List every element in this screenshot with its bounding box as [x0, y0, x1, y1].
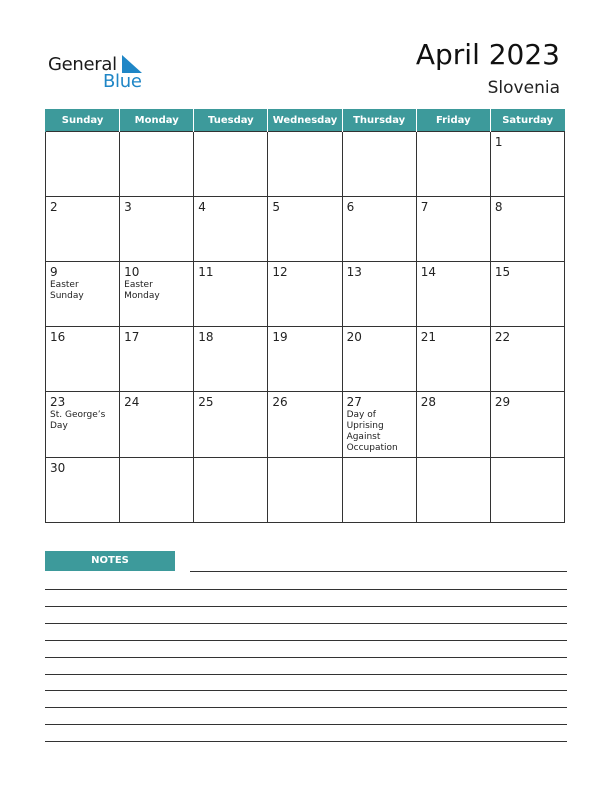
- calendar-grid: [45, 109, 565, 523]
- day-cell: [342, 132, 416, 197]
- day-cell: [194, 132, 268, 197]
- day-cell: [46, 327, 120, 392]
- day-cell: [120, 132, 194, 197]
- day-cell: [342, 327, 416, 392]
- day-number: 7: [420, 200, 429, 214]
- holiday-label: Day of Uprising Against Occupation: [346, 410, 398, 453]
- day-number: 25: [198, 395, 214, 409]
- day-cell: [194, 392, 268, 458]
- day-number: 8: [494, 200, 503, 214]
- day-number: 16: [50, 330, 66, 344]
- country-name: Slovenia: [487, 78, 560, 98]
- note-line: [45, 674, 567, 675]
- day-cell: [194, 327, 268, 392]
- day-cell: [490, 132, 564, 197]
- day-cell: [268, 327, 342, 392]
- day-number: 12: [272, 265, 288, 279]
- day-number: 14: [420, 265, 436, 279]
- day-number: 22: [494, 330, 511, 344]
- notes-label: NOTES: [45, 551, 175, 571]
- day-cell: [342, 262, 416, 327]
- day-number: 18: [198, 330, 214, 344]
- calendar-week-row: [46, 392, 565, 458]
- note-line: [45, 589, 567, 590]
- day-number: 20: [346, 330, 362, 344]
- logo-text-general: General: [48, 54, 117, 75]
- calendar-week-row: [46, 262, 565, 327]
- day-cell: [342, 392, 416, 458]
- weekday-header-row: [46, 109, 565, 132]
- note-line: [45, 690, 567, 691]
- holiday-label: St. George’s Day: [50, 410, 106, 431]
- day-number: 13: [346, 265, 362, 279]
- calendar-week-row: [46, 458, 565, 523]
- note-line: [190, 571, 567, 572]
- month-title: April 2023: [415, 38, 560, 71]
- day-cell: [46, 392, 120, 458]
- calendar-week-row: [46, 327, 565, 392]
- day-number: 26: [272, 395, 288, 409]
- day-cell: [120, 197, 194, 262]
- day-number: 5: [272, 200, 281, 214]
- note-line: [45, 657, 567, 658]
- day-number: 28: [420, 395, 436, 409]
- weekday-friday: Friday: [416, 109, 490, 132]
- day-cell: [120, 392, 194, 458]
- day-cell: [268, 458, 342, 523]
- weekday-wednesday: Wednesday: [268, 109, 342, 132]
- day-number: 17: [124, 330, 140, 344]
- day-cell: [194, 458, 268, 523]
- day-cell: [416, 132, 490, 197]
- day-cell: [416, 327, 490, 392]
- day-cell: [416, 458, 490, 523]
- holiday-label: Easter Sunday: [50, 280, 84, 301]
- day-number: 29: [494, 395, 511, 409]
- day-cell: [46, 132, 120, 197]
- day-cell: [46, 197, 120, 262]
- day-cell: [490, 197, 564, 262]
- day-number: 1: [494, 135, 503, 149]
- day-number: 19: [272, 330, 288, 344]
- day-cell: [268, 392, 342, 458]
- day-cell: [46, 458, 120, 523]
- day-cell: [416, 392, 490, 458]
- note-line: [45, 606, 567, 607]
- note-line: [45, 724, 567, 725]
- day-cell: [490, 392, 564, 458]
- weekday-tuesday: Tuesday: [194, 109, 268, 132]
- day-cell: [416, 262, 490, 327]
- day-number: 6: [346, 200, 355, 214]
- day-number: 23: [50, 395, 66, 409]
- day-number: 9: [50, 265, 58, 279]
- day-cell: [342, 197, 416, 262]
- day-cell: [342, 458, 416, 523]
- day-cell: [194, 262, 268, 327]
- day-cell: [194, 197, 268, 262]
- note-line: [45, 640, 567, 641]
- day-number: 30: [50, 461, 66, 475]
- day-number: 24: [124, 395, 140, 409]
- logo-text-blue: Blue: [103, 71, 142, 92]
- holiday-label: Easter Monday: [124, 280, 160, 301]
- calendar-week-row: [46, 132, 565, 197]
- day-number: 4: [198, 200, 206, 214]
- day-number: 11: [198, 265, 214, 279]
- day-cell: [416, 197, 490, 262]
- day-cell: [268, 197, 342, 262]
- day-number: 21: [420, 330, 436, 344]
- calendar-week-row: [46, 197, 565, 262]
- weekday-sunday: Sunday: [46, 109, 120, 132]
- weekday-monday: Monday: [120, 109, 194, 132]
- day-cell: [46, 262, 120, 327]
- weekday-saturday: Saturday: [490, 109, 564, 132]
- day-number: 15: [494, 265, 511, 279]
- note-line: [45, 623, 567, 624]
- day-number: 27: [346, 395, 362, 409]
- day-number: 10: [124, 265, 140, 279]
- day-cell: [490, 458, 564, 523]
- note-line: [45, 707, 567, 708]
- day-number: 3: [124, 200, 132, 214]
- day-cell: [268, 262, 342, 327]
- day-cell: [120, 458, 194, 523]
- day-cell: [268, 132, 342, 197]
- calendar-body: [46, 132, 565, 523]
- day-cell: [120, 262, 194, 327]
- day-cell: [490, 262, 564, 327]
- generalblue-logo: [48, 54, 158, 94]
- note-line: [45, 741, 567, 742]
- weekday-thursday: Thursday: [342, 109, 416, 132]
- day-cell: [490, 327, 564, 392]
- day-number: 2: [50, 200, 58, 214]
- day-cell: [120, 327, 194, 392]
